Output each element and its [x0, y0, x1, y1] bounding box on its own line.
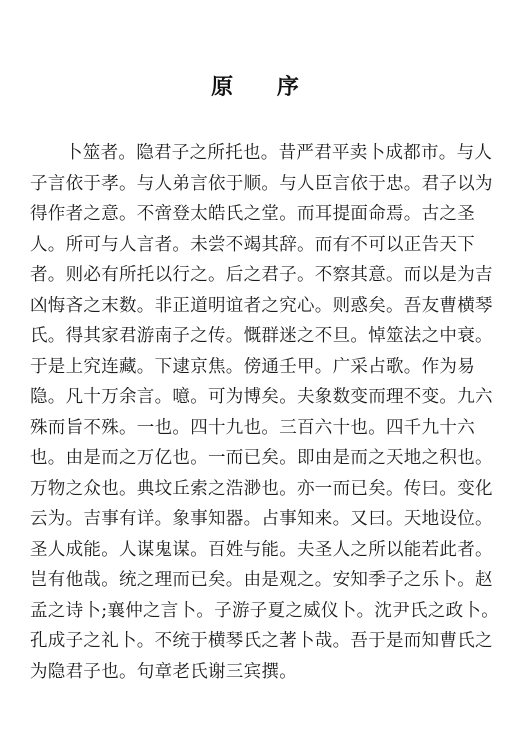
preface-paragraph — [30, 138, 500, 687]
text-line: 卜筮者。隐君子之所托也。昔严君平卖卜成都市。与人 — [65, 143, 493, 163]
text-line: 者。则必有所托以行之。后之君子。不察其意。而以是为吉 — [30, 265, 493, 285]
text-line: 孟之诗卜;襄仲之言卜。子游子夏之威仪卜。沈尹氏之政卜。 — [30, 600, 499, 621]
text-line: 圣人成能。人谋鬼谋。百姓与能。夫圣人之所以能若此者。 — [30, 539, 493, 560]
text-line: 人。所可与人言者。未尝不竭其辞。而有不可以正告天下 — [30, 234, 475, 255]
text-line: 云为。吉事有详。象事知器。占事知来。又曰。天地设位。 — [30, 509, 493, 529]
text-line: 于是上究连藏。下逮京焦。傍通壬甲。广采占歌。作为易 — [30, 356, 475, 377]
page-title: 原 序 — [211, 75, 317, 100]
text-line: 隐。凡十万余言。噫。可为博矣。夫象数变而理不变。九六 — [30, 387, 493, 407]
text-line: 也。由是而之万亿也。一而已矣。即由是而之天地之积也。 — [30, 448, 493, 468]
text-line: 为隐君子也。句章老氏谢三宾撰。 — [30, 661, 297, 682]
text-line: 子言依于孝。与人弟言依于顺。与人臣言依于忠。君子以为 — [30, 173, 493, 194]
text-line: 殊而旨不殊。一也。四十九也。三百六十也。四千九十六 — [30, 417, 475, 438]
text-line: 凶悔吝之末数。非正道明谊者之究心。则惑矣。吾友曹横琴 — [30, 295, 493, 316]
text-line: 孔成子之礼卜。不统于横琴氏之著卜哉。吾于是而知曹氏之 — [30, 631, 493, 651]
text-line: 得作者之意。不啻登太皓氏之堂。而耳提面命焉。古之圣 — [30, 204, 475, 224]
text-line: 氏。得其家君游南子之传。慨群迷之不旦。悼筮法之中衰。 — [30, 326, 493, 346]
text-line: 岂有他哉。统之理而已矣。由是观之。安知季子之乐卜。赵 — [30, 570, 493, 590]
text-line: 万物之众也。典坟丘索之浩渺也。亦一而已矣。传曰。变化 — [30, 478, 493, 499]
